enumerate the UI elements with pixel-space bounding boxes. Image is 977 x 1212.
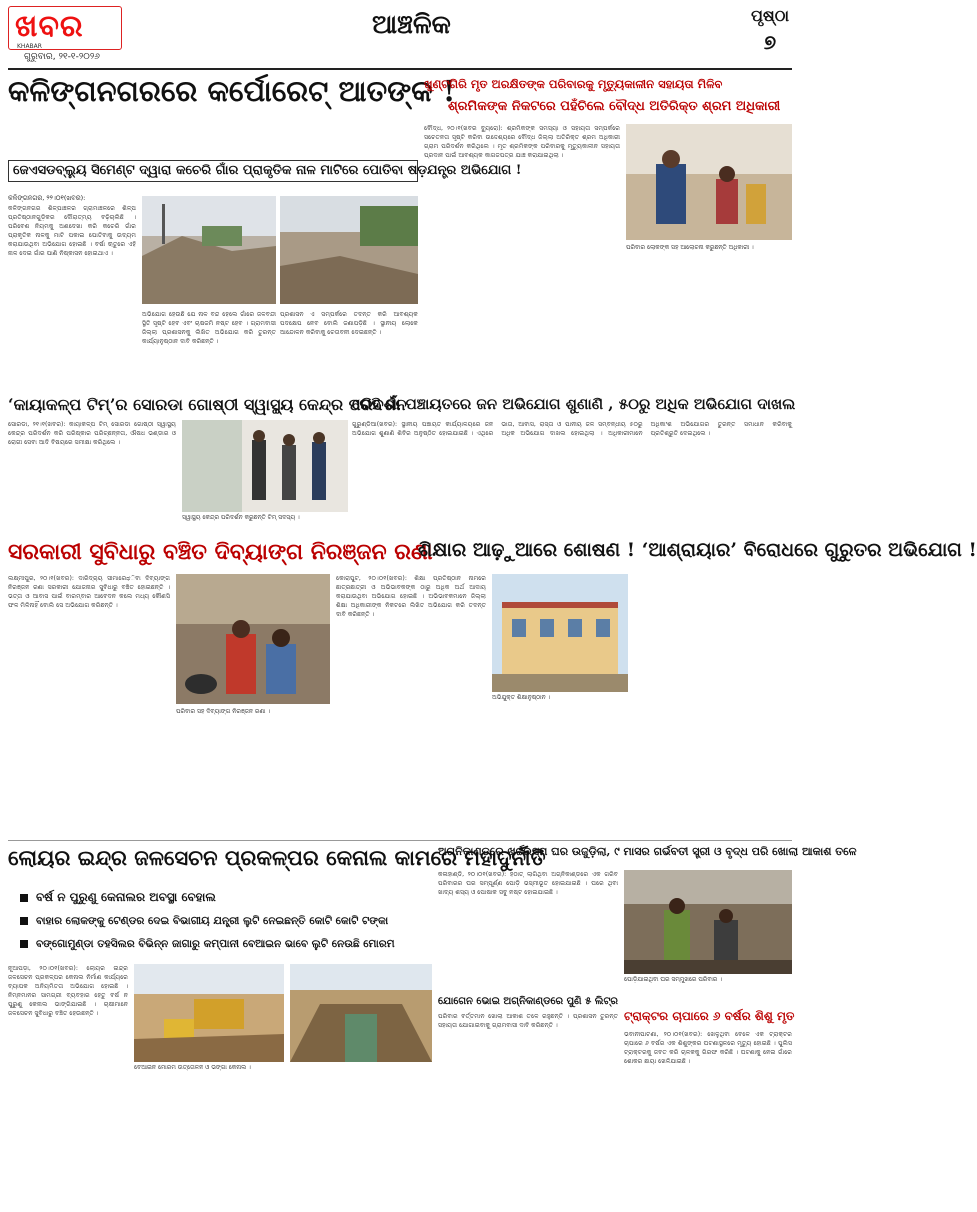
story1-body-col1: କଳିଙ୍ଗନଗର ଶିଳ୍ପାଞ୍ଚଳର ଗ୍ରାମାଞ୍ଚଳରେ ଶିଳ୍ପ ପ୍ରତିଷ୍ଠାନଗୁଡ଼ିକର ଦୌରାତ୍ମ୍ୟ ବଢ଼ିଚାଲିଛି । ପରିବେଶ ନିୟମକୁ ଅଣଦେଖା କରି କଚେରି ଗାଁର ପ୍ରାକୃତିକ ନାଳକୁ ମାଟି ପକାଇ ପୋତିବାକୁ ଉଦ୍ୟମ କରାଯାଉଥିବା ଅଭିଯୋଗ ହୋଇଛି । ବର୍ଷା ଋତୁରେ ଏହି ନାଳ ଦେଇ ଗାଁର ପାଣି ନିଷ୍କାସନ ହୋଇଥାଏ ।: [8, 205, 136, 257]
story1-subheadline: ଜେଏସଡବ୍ଲ୍ୟୁ ସିମେଣ୍ଟ ଦ୍ୱାରା କଚେରି ଗାଁର ପ୍ରାକୃତିକ ନାଳ ମାଟିରେ ପୋତିବା ଷଡ଼ଯନ୍ତ୍ର ଅଭିଯୋଗ !: [8, 160, 418, 182]
story5-body: ଲକ୍ଷ୍ମୀପୁର, ୨୦।୧(ଖବର): ଦାରିଦ୍ର୍ୟ ସୀମାରେಥିବା ଦିବ୍ୟାଙ୍ଗ ନିରଞ୍ଜନ ରଣା ସରକାରୀ ଯୋଜନାର ସୁବିଧାରୁ ବଞ୍ଚିତ ହୋଇଛନ୍ତି । ଭତ୍ତା ଓ ଆବାସ ପାଇଁ ବାରମ୍ବାର ଆବେଦନ କଲେ ମଧ୍ୟ କୌଣସି ଫଳ ମିଳିନାହିଁ ବୋଲି ସେ ଅଭିଯୋଗ କରିଛନ୍ତି ।: [8, 575, 170, 609]
masthead-logo: [8, 6, 120, 56]
story3-body: ସୋରଡା, ୨୧।୧(ଖବର): କାୟାକଳ୍ପ ଟିମ୍ ସୋରଡା ଗୋଷ୍ଠୀ ସ୍ୱାସ୍ଥ୍ୟ କେନ୍ଦ୍ର ପରିଦର୍ଶନ କରି ପରିଷ୍କାର ପରିଚ୍ଛନ୍ନତା, ଔଷଧ ଭଣ୍ଡାର ଓ ରୋଗୀ ସେବା ଆଦି ବିଷୟରେ ସମୀକ୍ଷା କରିଥିଲେ ।: [8, 421, 176, 446]
story7-bullet: [20, 890, 432, 905]
story2-headline: ଖୁଣ୍ଟଗିରି ମୃତ ଅରକ୍ଷିତଙ୍କ ପରିବାରକୁ ମୃତ୍ୟୁକାଳୀନ ସହାୟତା ମିଳିବ: [424, 77, 723, 91]
story7-bullet: [20, 938, 432, 951]
logo-subtext: KHABAR: [17, 43, 42, 50]
story6-caption: ଅଭିଯୁକ୍ତ ଶିକ୍ଷାନୁଷ୍ଠାନ ।: [492, 694, 551, 701]
story6-body: କୋରାପୁଟ, ୨୦।୦୧(ଖବର): ଶିକ୍ଷା ପ୍ରତିଷ୍ଠାନ ନାମରେ ଛାତ୍ରଛାତ୍ରୀ ଓ ଅଭିଭାବକଙ୍କ ଠାରୁ ଅଧିକ ଅର୍ଥ ଆଦାୟ କରାଯାଉଥିବା ଅଭିଯୋଗ ହୋଇଛି । ଅଭିଭାବକମାନେ ଜିଲ୍ଲା ଶିକ୍ଷା ଅଧିକାରୀଙ୍କ ନିକଟରେ ଲିଖିତ ଅଭିଯୋଗ କରି ତଦନ୍ତ ଦାବି କରିଛନ୍ତି ।: [336, 575, 486, 618]
story1-photo-right: [280, 196, 418, 304]
story2-body: ବୌଦ୍ଧ, ୨୦।୧(ଖବର ବ୍ୟୁରୋ): ଶ୍ରମିକଙ୍କ ସମସ୍ୟା ଓ ସହାୟତା ସମ୍ପର୍କରେ ସଚେତନତା ସୃଷ୍ଟି କରିବା ଉଦ୍ଦେଶ୍ୟରେ ବୌଦ୍ଧ ଜିଲ୍ଲା ଅତିରିକ୍ତ ଶ୍ରମ ଅଧିକାରୀ ଗ୍ରାମ ପରିଦର୍ଶନ କରିଥିଲେ । ମୃତ ଶ୍ରମିକଙ୍କ ପରିବାରକୁ ମୃତ୍ୟୁକାଳୀନ ସହାୟତା ପ୍ରଦାନ ପାଇଁ ଆବଶ୍ୟକ କାଗଜପତ୍ର ଯାଞ୍ଚ କରାଯାଇଥିଲା ।: [424, 125, 620, 159]
story1-photo-left: [142, 196, 276, 304]
logo-text: ଖବର: [15, 9, 84, 44]
story2-photo: [626, 124, 792, 240]
story7-bullet-text: ବଙ୍ଗୋମୁଣ୍ଡା ତହସିଲର ବିଭିନ୍ନ ଜାଗାରୁ କମ୍ପାନୀ ବେଆଇନ ଭାବେ ଲୁଟି ନେଉଛି ମୋରମ: [36, 938, 395, 950]
masthead-rule: [8, 68, 792, 70]
section-divider: [8, 840, 792, 841]
story7-photo-left: [134, 964, 284, 1062]
story8-headline: ଅଗ୍ନିକାଣ୍ଡରେ ଖର୍ଚ୍ଚଭସ୍ମ ଘର ଉଜୁଡ଼ିଲା, ୯ ମାସର ଗର୍ଭବତୀ ସ୍ତ୍ରୀ ଓ ବୃଦ୍ଧ ପରି ଖୋଲା ଆକାଶ ତଳେ: [438, 845, 857, 858]
story6-photo: [492, 574, 628, 692]
story1-headline: କଳିଙ୍ଗନଗରରେ କର୍ପୋରେଟ୍ ଆତଙ୍କ !: [8, 74, 456, 108]
story3-caption: ସ୍ୱାସ୍ଥ୍ୟ କେନ୍ଦ୍ର ପରିଦର୍ଶନ କରୁଛନ୍ତି ଟିମ୍ ସଦସ୍ୟ ।: [182, 514, 300, 521]
story3-headline: ‘କାୟାକଳ୍ପ ଟିମ୍’ର ସୋରଡା ଗୋଷ୍ଠୀ ସ୍ୱାସ୍ଥ୍ୟ କେନ୍ଦ୍ର ପରିଦର୍ଶନ: [8, 395, 407, 414]
page-label: ପୃଷ୍ଠା: [750, 6, 790, 25]
story9-headline: ଟ୍ରାକ୍ଟର ଚାପାରେ ୬ ବର୍ଷର ଶିଶୁ ମୃତ: [624, 1009, 795, 1023]
story9-body: ଭବାନୀପାଟଣା, ୨୦।୦୧(ଖବର): ଖେଳୁଥିବା ବେଳେ ଏକ ଟ୍ରାକ୍ଟର ଚାପାରେ ୬ ବର୍ଷର ଏକ ଶିଶୁଙ୍କର ଘଟଣାସ୍ଥଳରେ ମୃତ୍ୟୁ ହୋଇଛି । ପୁଲିସ ଟ୍ରାକ୍ଟରକୁ ଜବତ କରି ଚାଳକକୁ ଗିରଫ କରିଛି । ଘଟଣାକୁ ନେଇ ଗାଁରେ ଶୋକର ଛାୟା ଖେଳିଯାଇଛି ।: [624, 1031, 792, 1065]
story4-body: ଗୁରୁଣ୍ଡିଆ(ଖବର): ସ୍ଥାନୀୟ ପଞ୍ଚାୟତ କାର୍ଯ୍ୟାଳୟରେ ଜନ ଅଭିଯୋଗ ଶୁଣାଣି ଶିବିର ଅନୁଷ୍ଠିତ ହୋଇଯାଇଛି । ଏଥିରେ ଭାତା, ଆବାସ, ରାସ୍ତା ଓ ପାନୀୟ ଜଳ ସମ୍ବନ୍ଧୀୟ ୫୦ରୁ ଅଧିକ ଅଭିଯୋଗ ଦାଖଲ ହୋଇଥିଲା । ଅଧିକାରୀମାନେ ଅଧିକାଂଶ ଅଭିଯୋଗର ତୁରନ୍ତ ସମାଧାନ କରିବାକୁ ପ୍ରତିଶ୍ରୁତି ଦେଇଥିଲେ ।: [352, 421, 792, 437]
story8-photo: [624, 870, 792, 974]
story8-body: କଳାହାଣ୍ଡି, ୨୦।୦୧(ଖବର): ହଠାତ୍ ଲାଗିଥିବା ଅଗ୍ନିକାଣ୍ଡରେ ଏକ ଗରିବ ପରିବାରର ଘର ସମ୍ପୂର୍ଣ୍ଣ ପୋଡ଼ି ଭସ୍ମୀଭୂତ ହୋଇଯାଇଛି । ଘରେ ଥିବା ଖାଦ୍ୟ ଶସ୍ୟ ଓ ପୋଷାକ ସବୁ ନଷ୍ଟ ହୋଇଯାଇଛି ।: [438, 871, 618, 896]
story6-headline: ଶିକ୍ଷାର ଆଢ଼ୁଆରେ ଶୋଷଣ ! ‘ଆଶ୍ରାୟାର’ ବିରୋଧରେ ଗୁରୁତର ଅଭିଯୋଗ !: [418, 539, 977, 561]
story7-bullet-text: ବର୍ଷ ନ ପୁରୁଣୁ କେନାଲର ଅବସ୍ଥା ବେହାଲ: [36, 890, 216, 904]
story8-caption: ପୋଡ଼ିଯାଇଥିବା ଘର ସମ୍ମୁଖରେ ପରିବାର ।: [624, 976, 722, 983]
story5-photo: [176, 574, 330, 704]
story7-body: ନୂଆପଡ଼ା, ୨୦।୦୧(ଖବର): ଲୋୟର ଇନ୍ଦ୍ର ଜଳସେଚନ ପ୍ରକଳ୍ପର କେନାଲ ନିର୍ମାଣ କାର୍ଯ୍ୟରେ ବ୍ୟାପକ ଅନିୟମିତତା ଅଭିଯୋଗ ହୋଇଛି । ନିମ୍ନମାନର ସାମଗ୍ରୀ ବ୍ୟବହାର ହେତୁ ବର୍ଷ ନ ପୁରୁଣୁ କେନାଲ ଭାଙ୍ଗିଯାଇଛି । ଚାଷୀମାନେ ଜଳସେଚନ ସୁବିଧାରୁ ବଞ୍ଚିତ ହେଉଛନ୍ତି ।: [8, 965, 128, 1017]
story8-body-2: ପରିବାର ବର୍ତ୍ତମାନ ଖୋଲା ଆକାଶ ତଳେ ରହୁଛନ୍ତି । ପ୍ରଶାସନ ତୁରନ୍ତ ସହାୟତା ଯୋଗାଇବାକୁ ଗ୍ରାମବାସୀ ଦାବି କରିଛନ୍ତି ।: [438, 1013, 618, 1029]
story2-caption: ପରିବାର ଲୋକଙ୍କ ସହ ଆଲୋଚନା କରୁଛନ୍ତି ଅଧିକାରୀ ।: [626, 244, 754, 251]
story7-caption: ବେଆଇନ ମୋରମ ଉତ୍ତୋଳନ ଓ ଭଙ୍ଗା କେନାଲ ।: [134, 1064, 251, 1071]
story4-headline: ରୋହି ଗାଁ ପଞ୍ଚାୟତରେ ଜନ ଅଭିଯୋଗ ଶୁଣାଣି , ୫୦ରୁ ଅଧିକ ଅଭିଯୋଗ ଦାଖଲ: [352, 395, 796, 413]
story1-body-col2: ଅଭିଯୋଗ ହେଉଛି ଯେ ନାଳ ବନ୍ଦ ହେଲେ ଗାଁରେ ଜଳବନ୍ଦୀ ସ୍ଥିତି ସୃଷ୍ଟି ହେବ ଏବଂ ଚାଷଜମି ନଷ୍ଟ ହେବ । ଗ୍ରାମବାସୀ ଜିଲ୍ଲା ପ୍ରଶାସନକୁ ଲିଖିତ ଅଭିଯୋଗ କରି ତୁରନ୍ତ କାର୍ଯ୍ୟାନୁଷ୍ଠାନ ଦାବି କରିଛନ୍ତି ।: [142, 311, 276, 345]
story7-bullets: [20, 890, 432, 951]
section-title: ଆଞ୍ଚଳିକ: [372, 10, 451, 40]
logo-box: [8, 6, 122, 50]
story3-photo: [182, 420, 348, 512]
story1-dateline: କଳିଙ୍ଗନଗର, ୨୨।୦୧(ଖବର):: [8, 194, 86, 202]
story5-headline: ସରକାରୀ ସୁବିଧାରୁ ବଞ୍ଚିତ ଦିବ୍ୟାଙ୍ଗ ନିରଞ୍ଜନ ରଣା: [8, 539, 433, 565]
story8-subhead: ଯୋଗେନ ଭୋଇ ଅଗ୍ନିକାଣ୍ଡରେ ପୁଣି ୫ ଲିଟ୍ର: [438, 996, 619, 1007]
issue-date: ଗୁରୁବାର, ୨୧-୧-୨୦୨୬: [24, 52, 100, 62]
story7-bullet-text: ବାହାର ଲୋକଙ୍କୁ ଟେଣ୍ଡର ଦେଇ ବିଭାଗୀୟ ଯନ୍ତ୍ରୀ ଲୁଟି ନେଇଛନ୍ତି କୋଟି କୋଟି ଟଙ୍କା: [36, 915, 389, 927]
story5-caption: ପରିବାର ସହ ଦିବ୍ୟାଙ୍ଗ ନିରଞ୍ଜନ ରଣା ।: [176, 708, 270, 715]
story1-body-col3: ପ୍ରଶାସନ ଏ ସମ୍ପର୍କରେ ତଦନ୍ତ କରି ଆବଶ୍ୟକ ପଦକ୍ଷେପ ନେବ ବୋଲି ଜଣାପଡ଼ିଛି । ସ୍ଥାନୀୟ ଲୋକେ ଆନ୍ଦୋଳନ କରିବାକୁ ଚେତାବନୀ ଦେଇଛନ୍ତି ।: [280, 311, 418, 336]
story7-headline: ଲୋୟର ଇନ୍ଦ୍ର ଜଳସେଚନ ପ୍ରକଳ୍ପର କେନାଲ କାମରେ ମହାଦୁର୍ନୀତି: [8, 845, 546, 870]
story2-subheadline: ଶ୍ରମିକଙ୍କ ନିକଟରେ ପହଁଚିଲେ ବୌଦ୍ଧ ଅତିରିକ୍ତ ଶ୍ରମ ଅଧିକାରୀ: [448, 99, 781, 114]
story7-bullet: [20, 915, 432, 928]
story7-photo-right: [290, 964, 432, 1062]
page-number: ୭: [763, 30, 777, 54]
